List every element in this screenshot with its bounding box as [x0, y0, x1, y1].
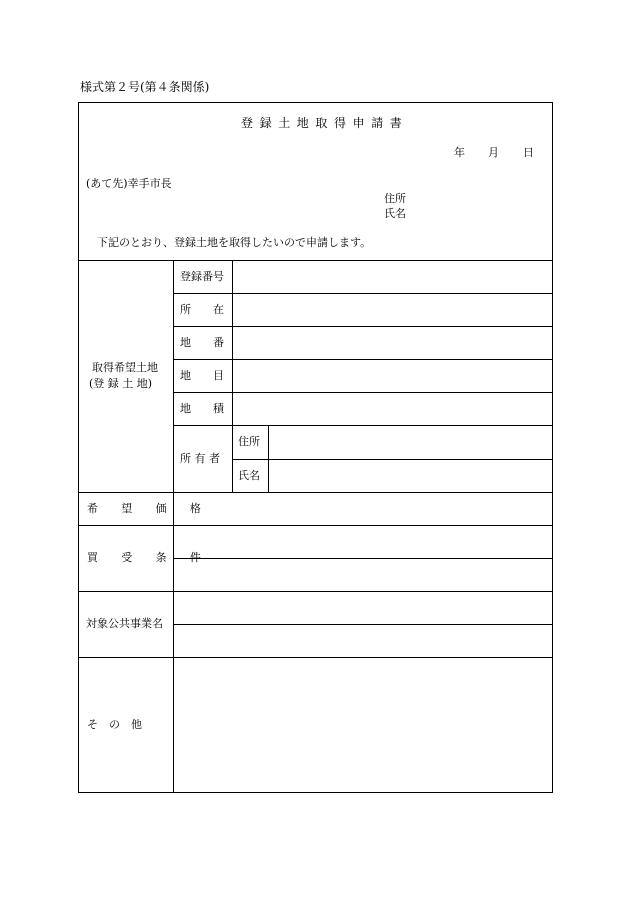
field-location: 所 在	[180, 303, 224, 316]
rule-conditions-mid	[173, 558, 553, 559]
rule-land-1	[173, 293, 553, 294]
rule-price-top	[78, 492, 553, 493]
rule-other-top	[78, 657, 553, 658]
desired-price-label: 希 望 価 格	[87, 502, 211, 515]
rule-conditions-top	[78, 525, 553, 526]
date-year-label: 年	[454, 146, 465, 159]
rule-project-top	[78, 591, 553, 592]
public-project-name-label: 対象公共事業名	[86, 617, 163, 630]
date-day-label: 日	[523, 146, 534, 159]
form-title: 登録土地取得申請書	[241, 116, 409, 130]
field-owner-name: 氏名	[238, 469, 260, 482]
rule-owner-mid	[232, 459, 553, 460]
rule-field-column	[232, 260, 233, 492]
field-land-category: 地 目	[180, 369, 224, 382]
other-label: そ の 他	[87, 718, 142, 731]
rule-land-5	[173, 425, 553, 426]
land-section-label-1: 取得希望土地	[92, 361, 158, 374]
field-owner-address: 住所	[238, 435, 260, 448]
applicant-address-label: 住所	[384, 192, 406, 205]
field-lot-number: 地 番	[180, 336, 224, 349]
purchase-conditions-label: 買 受 条 件	[87, 551, 211, 564]
field-registration-number: 登録番号	[180, 270, 224, 283]
date-month-label: 月	[488, 146, 499, 159]
rule-project-mid	[173, 624, 553, 625]
rule-owner-column	[268, 425, 269, 492]
rule-land-4	[173, 392, 553, 393]
addressee: (あて先)幸手市長	[86, 177, 172, 190]
table-top-rule	[78, 260, 553, 261]
rule-land-2	[173, 326, 553, 327]
field-owner: 所 有 者	[180, 452, 220, 465]
form-number: 様式第２号(第４条関係)	[80, 80, 210, 94]
rule-land-3	[173, 359, 553, 360]
field-area: 地 積	[180, 402, 224, 415]
land-section-label-2: (登 録 土 地)	[89, 377, 153, 390]
statement: 下記のとおり、登録土地を取得したいので申請します。	[97, 236, 372, 249]
rule-label-column	[173, 260, 174, 792]
application-form-frame	[78, 102, 553, 793]
applicant-name-label: 氏名	[384, 207, 406, 220]
